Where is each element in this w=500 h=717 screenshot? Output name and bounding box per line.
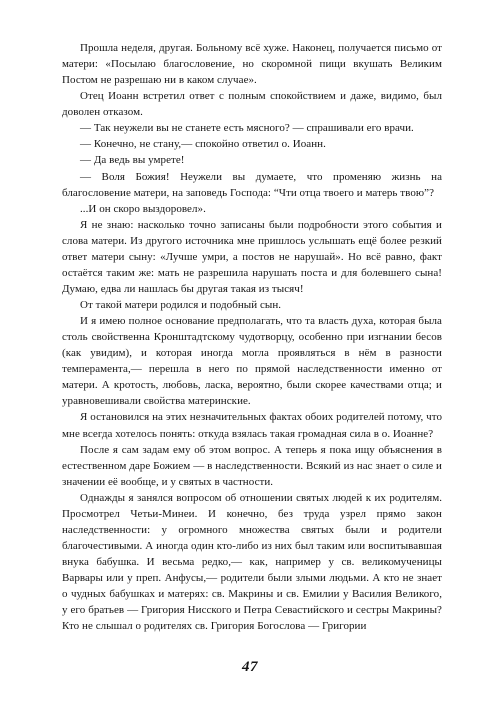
- page-number: 47: [242, 659, 258, 675]
- paragraph-11: Я остановился на этих незначительных фактах обоих родителей потому, что мне всегда хотелось понять: откуда взялась такая громадная сила в о. Иоанне?: [62, 411, 442, 440]
- paragraph-8: Я не знаю: насколько точно записаны были подробности этого события и слова матери. Из другого источника мне пришлось услышать ещё более резкий ответ матери сыну: «Лучше умри, а постов не нарушай». Но всё равно, факт остаётся таким же: мать не разрешила нарушать поста и для болевшего сына! Думаю, едва ли нашлась бы другая такая из тысяч!: [62, 218, 442, 295]
- body-text: [62, 40, 442, 634]
- paragraph-5: — Да ведь вы умрете!: [80, 154, 185, 167]
- paragraph-9: От такой матери родился и подобный сын.: [80, 299, 282, 311]
- paragraph-13: Однажды я занялся вопросом об отношении святых людей к их родителям. Просмотрел Четьи-Минеи. И конечно, без труда узрел прямо закон наследственности: у огромного множества святых были и родители благочестивыми. А иногда один кто-либо из них был таким или воспитывавшая внука бабушка. И весьма редко,— как, например у св. великомученицы Варвары или у преп. Анфусы,— родители были злыми людьми. А кто не знает о чудных бабушках и матерях: св. Макрины и св. Емилии у Василия Великого, у его братьев — Григория Нисского и Петра Севастийского и сестры Макрины? Кто не слышал о родителях св. Григория Богослова — Григории: [62, 491, 442, 633]
- paragraph-1: Прошла неделя, другая. Больному всё хуже. Наконец, получается письмо от матери: «Посылаю благословение, но скоромной пищи вкушать Великим Постом не разрешаю ни в каком случае».: [62, 42, 442, 87]
- paragraph-2: Отец Иоанн встретил ответ с полным спокойствием и даже, видимо, был доволен отказом.: [62, 90, 442, 119]
- paragraph-10: И я имею полное основание предполагать, что та власть духа, которая была столь свойственна Кронштадтскому чудотворцу, особенно при изгнании бесов (как увидим), и которая иногда могла проявляться в нём в разности темперамента,— перешла в него по прямой наследственности именно от матери. А кротость, любовь, ласка, вероятно, были скорее качествами отца; и уравновешивали свойства материнские.: [62, 315, 442, 408]
- paragraph-4: — Конечно, не стану,— спокойно ответил о. Иоанн.: [80, 138, 326, 151]
- paragraph-7: ...И он скоро выздоровел».: [80, 202, 206, 215]
- paragraph-3: — Так неужели вы не станете есть мясного? — спрашивали его врачи.: [80, 122, 414, 135]
- paragraph-6: — Воля Божия! Неужели вы думаете, что променяю жизнь на благословение матери, на заповедь Господа: “Чти отца твоего и матерь твою”?: [62, 170, 442, 199]
- paragraph-12: После я сам задам ему об этом вопрос. А теперь я пока ищу объяснения в естественном даре Божием — в наследственности. Всякий из нас знает о силе и значении её вообще, и у святых в частности.: [62, 443, 442, 488]
